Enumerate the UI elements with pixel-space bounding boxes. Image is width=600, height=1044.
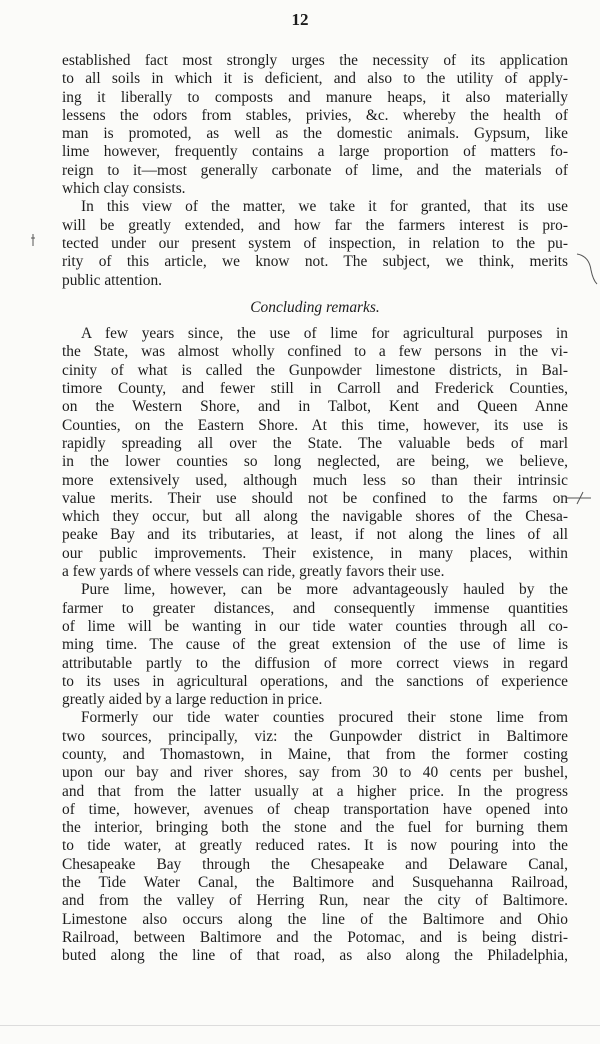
text-line: in the lower counties so long neglected, are being, we believe, — [62, 453, 568, 471]
margin-mark-icon — [28, 232, 38, 248]
text-line: lime however, frequently contains a large proportion of matters fo- — [62, 143, 568, 161]
text-line: our public improvements. Their existence, in many places, within — [62, 544, 568, 562]
text-line: more extensively used, although much less so than their intrinsic — [62, 471, 568, 489]
text-line: ming time. The cause of the great extension of the use of lime is — [62, 636, 568, 654]
text-line: timore County, and fewer still in Carroll and Frederick Counties, — [62, 380, 568, 398]
text-line: Counties, on the Eastern Shore. At this time, however, its use is — [62, 416, 568, 434]
text-line: upon our bay and river shores, say from 30 to 40 cents per bushel, — [62, 764, 568, 782]
text-line: Pure lime, however, can be more advantageously hauled by the — [81, 581, 568, 599]
text-line: and from the valley of Herring Run, near the city of Baltimore. — [62, 892, 568, 910]
text-line: public attention. — [62, 271, 163, 289]
text-line: county, and Thomastown, in Maine, that from the former costing — [62, 745, 568, 763]
text-line: farmer to greater distances, and consequently immense quantities — [62, 599, 568, 617]
paragraph-1 — [62, 52, 568, 198]
text-line: greatly aided by a large reduction in price. — [62, 691, 323, 709]
text-line: peake Bay and its tributaries, at least, if not along the lines of all — [62, 526, 568, 544]
text-line: on the Western Shore, and in Talbot, Kent and Queen Anne — [62, 398, 568, 416]
text-line: attributable partly to the diffusion of more correct views in regard — [62, 654, 568, 672]
paragraph-4 — [62, 581, 568, 709]
text-line: Chesapeake Bay through the Chesapeake and Delaware Canal, — [62, 855, 568, 873]
text-line: established fact most strongly urges the necessity of its application — [62, 52, 568, 69]
text-line: man is promoted, as well as the domestic animals. Gypsum, like — [62, 125, 568, 143]
text-line: rity of this article, we know not. The subject, we think, merits — [62, 253, 568, 271]
text-line: lessens the odors from stables, privies, &c. whereby the health of — [62, 106, 568, 124]
text-line: Railroad, between Baltimore and the Potomac, and is being distri- — [62, 928, 568, 946]
text-line: reign to it—most generally carbonate of lime, and the materials of — [62, 161, 568, 179]
text-line: a few yards of where vessels can ride, greatly favors their use. — [62, 563, 445, 581]
text-line: rapidly spreading all over the State. The valuable beds of marl — [62, 434, 568, 452]
text-line: Formerly our tide water counties procured their stone lime from — [81, 709, 568, 727]
text-line: tected under our present system of inspection, in relation to the pu- — [62, 234, 568, 252]
text-line: In this view of the matter, we take it for granted, that its use — [81, 198, 568, 216]
text-line: Limestone also occurs along the line of the Baltimore and Ohio — [62, 910, 568, 928]
text-line: value merits. Their use should not be confined to the farms on — [62, 489, 568, 507]
text-line: the State, was almost wholly confined to a few persons in the vi- — [62, 343, 568, 361]
margin-curve-icon — [575, 250, 599, 286]
page-body — [62, 52, 568, 966]
paragraph-2 — [62, 198, 568, 289]
text-line: which they occur, but all along the navigable shores of the Chesa- — [62, 508, 568, 526]
text-line: the Tide Water Canal, the Baltimore and Susquehanna Railroad, — [62, 874, 568, 892]
text-line: to its uses in agricultural operations, and the sanctions of experience — [62, 672, 568, 690]
text-line: ing it liberally to composts and manure heaps, it also materially — [62, 88, 568, 106]
margin-tick-icon — [565, 488, 595, 508]
paragraph-3 — [62, 325, 568, 581]
text-line: of time, however, avenues of cheap transportation have opened into — [62, 800, 568, 818]
text-line: to all soils in which it is deficient, and also to the utility of apply- — [62, 70, 568, 88]
page-number: 12 — [291, 10, 309, 29]
text-line: to tide water, at greatly reduced rates. It is now pouring into the — [62, 837, 568, 855]
text-line: will be greatly extended, and how far the farmers interest is pro- — [62, 216, 568, 234]
page-edge-divider — [0, 1025, 600, 1026]
paragraph-5 — [62, 709, 568, 965]
text-line: the interior, bringing both the stone and the fuel for burning them — [62, 819, 568, 837]
text-line: of lime will be wanting in our tide water counties through all co- — [62, 617, 568, 635]
text-line: two sources, principally, viz: the Gunpowder district in Baltimore — [62, 727, 568, 745]
text-line: buted along the line of that road, as also along the Philadelphia, — [62, 947, 568, 965]
text-line: cinity of what is called the Gunpowder limestone districts, in Bal- — [62, 361, 568, 379]
section-heading: Concluding remarks. — [250, 298, 380, 316]
text-line: A few years since, the use of lime for agricultural purposes in — [81, 325, 568, 343]
text-line: which clay consists. — [62, 180, 186, 198]
text-line: and that from the latter usually at a higher price. In the progress — [62, 782, 568, 800]
